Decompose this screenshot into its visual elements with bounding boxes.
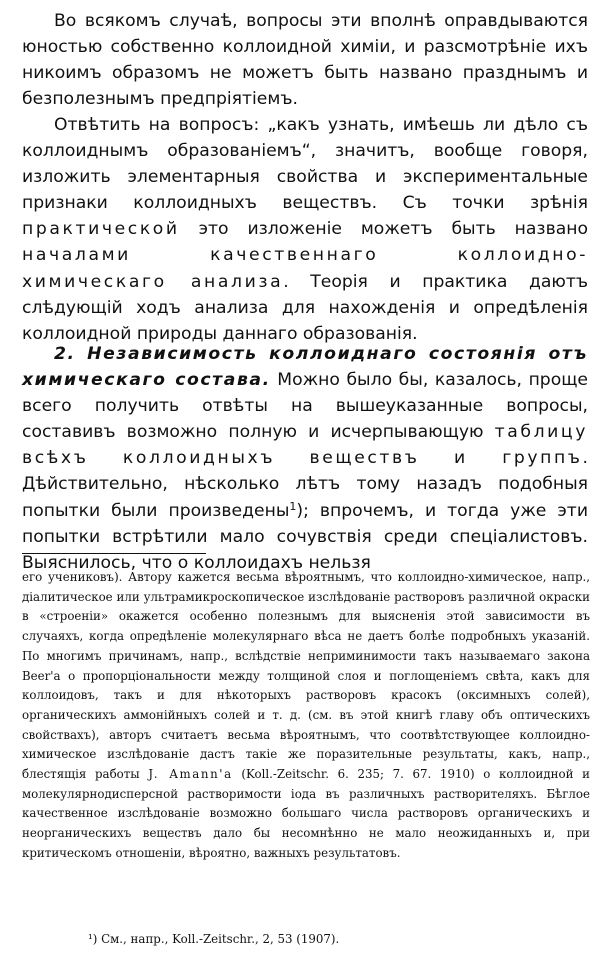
footnote-1-text: См., напр., Koll.-Zeitschr., 2, 53 (1907). bbox=[97, 932, 340, 946]
section-heading: 2. Независимость коллоиднаго состоянія отъ химическаго состава. bbox=[22, 344, 588, 391]
paragraph-2-text-a: Отвѣтить на вопросъ: „какъ узнать, имѣешь ли дѣло съ коллоиднымъ образованіемъ“, значитъ, вообще говоря, изложить элементарныя свойства и экспериментальные признаки коллоидныхъ веществъ. Съ точки зрѣнія bbox=[22, 115, 588, 214]
paragraph-2 bbox=[22, 112, 588, 347]
footnote-text-b: (Koll.-Zeitschr. 6. 235; 7. 67. 1910) о коллоидной и молекулярнодисперсной растворимости іода въ различныхъ растворителяхъ. Бѣглое качественное изслѣдованіе возможно большаго числа растворовъ органическихъ и неорганическихъ веществъ дало бы несомнѣнно не мало неожиданныхъ и, при критическомъ отношеніи, вѣроятно, важныхъ результатовъ. bbox=[22, 767, 590, 860]
paragraph-3-text-a: Можно было бы, казалось, проще всего получить отвѣты на вышеуказанные вопросы, составивъ возможно полную и исчерпывающую bbox=[22, 370, 588, 443]
paragraph-3-text-b: . Дѣйствительно, нѣсколько лѣтъ тому назадъ подобныя попытки были произведены bbox=[22, 448, 588, 521]
paragraph-3-text-c: ); впрочемъ, и тогда уже эти попытки встрѣтили мало сочувствія среди спеціалистовъ. Выяснилось, что о коллоидахъ нельзя bbox=[22, 500, 588, 573]
spaced-term-practical: практической bbox=[22, 219, 180, 240]
spaced-term-table: таблицу всѣхъ коллоидныхъ веществъ и группъ bbox=[22, 422, 588, 469]
footnote-author: J. Amann'а bbox=[148, 767, 233, 782]
footnote-reference: 1 bbox=[289, 499, 297, 513]
paragraph-2-text-b: это изложеніе можетъ быть названо bbox=[179, 219, 588, 240]
footnote-text-a: его учениковъ). Автору кажется весьма вѣроятнымъ, что коллоидно-химическое, напр., діалитическое или ультрамикроскопическое изслѣдованіе растворовъ различной окраски в «строеніи» окажется особенно полезнымъ для выясненія этой зависимости въ случаяхъ, когда опредѣленіе молекулярнаго вѣса не даетъ болѣе подробныхъ указаній. По многимъ причинамъ, напр., вслѣдствіе неприминимости такъ называемаго закона Beer'а о пропорціональности между толщиной слоя и поглощеніемъ свѣта, какъ для коллоидовъ, такъ и для нѣкоторыхъ растворовъ красокъ (оксимныхъ солей), органическихъ аммонійныхъ солей и т. д. (см. въ этой книгѣ главу объ оптическихъ свойствахъ), авторъ считаетъ весьма вѣроятнымъ, что соотвѣтствующее коллоидно-химическое изслѣдованіе дастъ такіе же поразительные результаты, какъ, напр., блестящія работы bbox=[22, 570, 590, 782]
footnote-1 bbox=[22, 930, 590, 950]
paragraph-2-text-c: . Теорія и практика даютъ слѣдующій ходъ анализа для нахожденія и опредѣленія коллоидной природы даннаго образованія. bbox=[22, 271, 588, 344]
footnote-divider bbox=[22, 553, 206, 554]
spaced-term-analysis: началами качественнаго коллоидно-химическаго анализа bbox=[22, 245, 588, 292]
paragraph-1 bbox=[22, 8, 588, 112]
paragraph-1-text: Во всякомъ случаѣ, вопросы эти вполнѣ оправдываются юностью собственно коллоидной химіи, и разсмотрѣніе ихъ никоимъ образомъ не можетъ быть названо празднымъ и безполезнымъ предпріятіемъ. bbox=[22, 11, 588, 110]
paragraph-3 bbox=[22, 341, 588, 576]
footnote-1-marker: ¹) bbox=[88, 932, 98, 946]
footnote-continuation bbox=[22, 568, 590, 864]
